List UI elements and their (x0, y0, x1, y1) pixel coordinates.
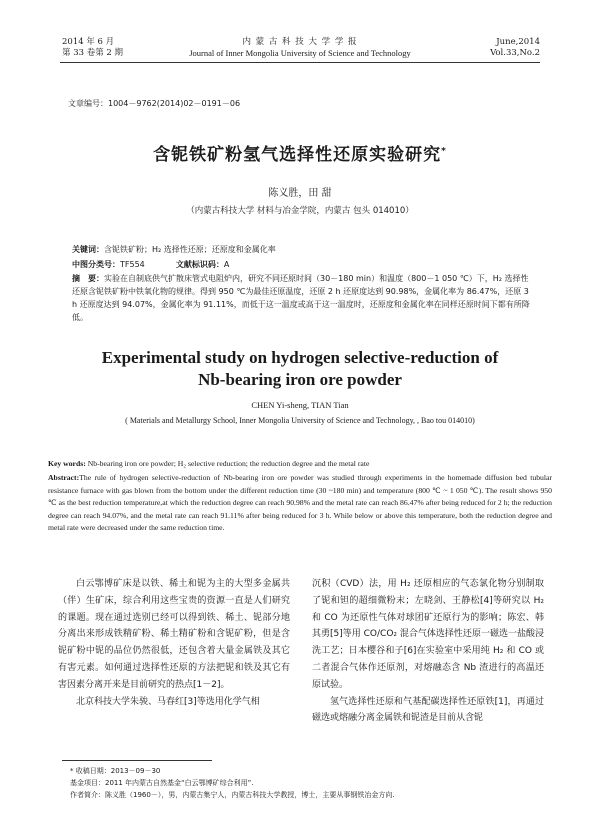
body-column-right (312, 576, 544, 727)
cn-abstract (72, 272, 532, 324)
cn-title (60, 140, 540, 165)
cn-class-value: TF554 (120, 260, 145, 269)
cn-title-text: 含铌铁矿粉氢气选择性还原实验研究 (153, 145, 442, 165)
article-number: 文章编号：1004－9762(2014)02－0191－06 (68, 99, 241, 108)
cn-abstract-text: 实验在自制底供气扩散床管式电阻炉内，研究不同还原时间（30－180 min）和温度（800－1 050 ℃）下，H₂ 选择性还原含铌铁矿粉中铁氧化物的规律。得到 950 ℃为最佳还原温度，还原 2 h 还原度达到 90.98%，金属化率为 86.47%，还原 3 h 还原度达到 94.07%，金属化率为 91.11%，而低于这一温度或高于这一温度时，还原度和金属化率在同样还原时间下都有所降低。 (72, 274, 530, 322)
header-journal (150, 37, 450, 59)
cn-keywords-text: 含铌铁矿粉；H₂ 选择性还原；还原度和金属化率 (104, 245, 276, 254)
footnote-fund: 基金项目：2011 年内蒙古自然基金“白云鄂博矿综合利用”. (70, 779, 254, 787)
header-journal-cn: 内 蒙 古 科 技 大 学 学 报 (242, 37, 358, 47)
header-volume: 第 33 卷第 2 期 (62, 48, 124, 58)
en-keywords-text: Nb-bearing iron ore powder; H₂ selective reduction; the reduction degree and the metal rate (87, 459, 370, 468)
body-paragraph: 沉积（CVD）法，用 H₂ 还原相应的气态氯化物分别制取了铌和钽的超细微粉末；左晓剑、王静松[4]等研究以 H₂ 和 CO 为还原性气体对球团矿还原行为的影响；陈宏、韩其勇[5]等用 CO/CO₂ 混合气体选择性还原一磁选一盐酸浸洗工艺；日本樱谷和子[6]在实验室中采用纯 H₂ 和 CO 或二者混合气体作还原剂，对熔融态含 Nb 渣进行的高温还原试验。 (312, 579, 544, 690)
en-keywords (48, 458, 552, 471)
footnote-bullet-icon: * (70, 767, 76, 775)
en-authors: CHEN Yi-sheng, TIAN Tian (251, 400, 349, 410)
header-issue-info-en (490, 37, 540, 59)
en-abstract-label: Abstract: (48, 473, 80, 482)
en-title-line1: Experimental study on hydrogen selective-reduction of (101, 348, 499, 367)
cn-doc-value: A (223, 260, 230, 269)
en-keywords-label: Key words: (48, 459, 86, 468)
header-journal-en: Journal of Inner Mongolia University of Science and Technology (189, 48, 411, 58)
footnote-received-text: 收稿日期：2013－09－30 (75, 767, 161, 775)
cn-classification (72, 258, 532, 271)
cn-authors: 陈义胜，田 甜 (268, 188, 332, 199)
footnote-divider (62, 760, 212, 761)
en-abstract-text: The rule of hydrogen selective-reduction of Nb-bearing iron ore powder was studied through experiments in the homemade diffusion bed tubular resistance furnace with gas blown from the bottom under the different reduction time (30 ~180 min) and temperature (800 ℃ ~ 1 050 ℃). The result shows 950 ℃ as the best reduction temperature,at which the reduction degree can reach 90.98% and the metal rate can reach 86.47% after being reduced for 2 h; the reduction degree can reach 94.07%, and the metal rate can reach 91.11% after being reduced for 3 h. While below or above this temperature, both the reduction degree and metal rate were decreased under the same reduction time. (48, 473, 552, 532)
footnote-author: 作者简介：陈义胜（1960－），男，内蒙古集宁人，内蒙古科技大学教授，博士，主要从事钢铁冶金方向. (70, 791, 395, 799)
cn-class-label: 中图分类号： (72, 260, 120, 269)
footnote-received (70, 766, 550, 777)
body-paragraph: 白云鄂博矿床是以铁、稀土和铌为主的大型多金属共（伴）生矿床，综合利用这些宝贵的资源一直是人们研究的课题。现在通过选别已经可以得到铁、稀土、铌部分地分离出来形成铁精矿粉、稀土精矿粉和含铌矿粉，但是含铌矿粉中铌的品位仍然很低，还包含着大量金属铁及其它有害元素。如何通过选择性还原的方法把铌和铁及其它有害因素分离开来是目前研究的热点[1－2]。 (58, 579, 290, 690)
en-affiliation: ( Materials and Metallurgy School, Inner Mongolia University of Science and Technology, , Bao tou 014010) (125, 416, 475, 425)
body-paragraph: 氢气选择性还原和气基配碳选择性还原铁[1]，再通过磁选或熔融分离金属铁和铌渣是目前从含铌 (312, 696, 544, 724)
header-issue-info (62, 37, 123, 59)
cn-title-footnote-mark: * (441, 146, 447, 157)
en-title-line2: Nb-bearing iron ore powder (198, 370, 402, 389)
body-paragraph: 北京科技大学朱骏、马春红[3]等选用化学气相 (76, 696, 260, 707)
cn-keywords-label: 关键词： (72, 245, 104, 254)
cn-affiliation: （内蒙古科技大学 材料与冶金学院，内蒙古 包头 014010） (186, 206, 414, 216)
cn-doc-label: 文献标识码： (175, 260, 224, 269)
body-column-left (58, 576, 290, 710)
header-date-en: June,2014 (496, 37, 540, 47)
en-title (60, 347, 540, 391)
header-volume-en: Vol.33,No.2 (490, 48, 540, 58)
header-date: 2014 年 6 月 (62, 37, 115, 47)
header-divider (60, 62, 540, 63)
cn-abstract-label: 摘 要： (72, 274, 104, 283)
cn-keywords (72, 243, 532, 256)
en-abstract (48, 472, 552, 535)
